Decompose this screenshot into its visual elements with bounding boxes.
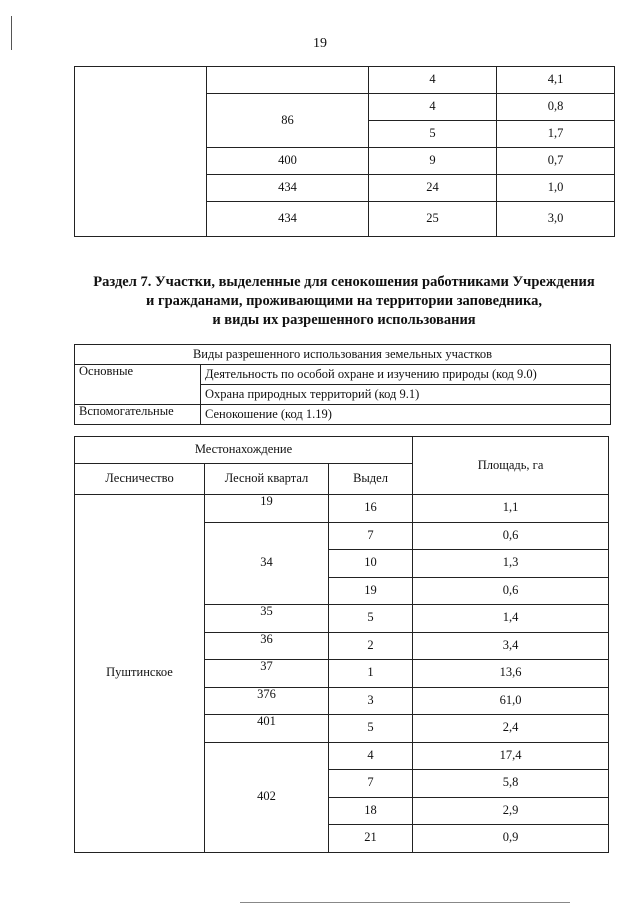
vydel-cell: 3 bbox=[329, 687, 413, 715]
kvartal-header: Лесной квартал bbox=[205, 464, 329, 495]
vydel-cell: 7 bbox=[329, 770, 413, 798]
vydel-cell: 19 bbox=[329, 577, 413, 605]
vydel-cell: 4 bbox=[329, 742, 413, 770]
vydel-cell: 9 bbox=[369, 148, 497, 175]
area-cell: 3,0 bbox=[497, 202, 615, 237]
kvartal-cell: 402 bbox=[205, 742, 329, 852]
vydel-cell: 7 bbox=[329, 522, 413, 550]
table-row bbox=[75, 67, 615, 94]
kvartal-cell: 376 bbox=[205, 687, 329, 715]
vydel-cell: 18 bbox=[329, 797, 413, 825]
table-row bbox=[75, 495, 609, 523]
lesnichestvo-cell: Пуштинское bbox=[75, 495, 205, 853]
aux-use-item: Сенокошение (код 1.19) bbox=[201, 405, 611, 425]
area-cell: 1,7 bbox=[497, 121, 615, 148]
section-heading-line: и гражданами, проживающими на территории заповедника, bbox=[146, 293, 542, 309]
table-row bbox=[75, 405, 611, 425]
area-cell: 1,0 bbox=[497, 175, 615, 202]
vydel-cell: 4 bbox=[369, 94, 497, 121]
area-cell: 3,4 bbox=[413, 632, 609, 660]
kvartal-cell: 434 bbox=[207, 202, 369, 237]
header-row bbox=[75, 437, 609, 464]
vydel-cell: 16 bbox=[329, 495, 413, 523]
permitted-uses-table bbox=[74, 344, 611, 425]
uses-header: Виды разрешенного использования земельных участков bbox=[75, 345, 611, 365]
kvartal-cell: 35 bbox=[205, 605, 329, 633]
area-cell: 1,1 bbox=[413, 495, 609, 523]
main-use-item: Охрана природных территорий (код 9.1) bbox=[201, 385, 611, 405]
vydel-cell: 24 bbox=[369, 175, 497, 202]
area-cell: 0,9 bbox=[413, 825, 609, 853]
vydel-header: Выдел bbox=[329, 464, 413, 495]
section-heading-line: Раздел 7. Участки, выделенные для сенокошения работниками Учреждения bbox=[93, 274, 595, 290]
kvartal-cell: 19 bbox=[205, 495, 329, 523]
kvartal-cell: 34 bbox=[205, 522, 329, 605]
vydel-cell: 5 bbox=[329, 715, 413, 743]
vydel-cell: 25 bbox=[369, 202, 497, 237]
vydel-cell: 1 bbox=[329, 660, 413, 688]
vydel-cell: 5 bbox=[369, 121, 497, 148]
page-bottom-line bbox=[240, 902, 570, 903]
vydel-cell: 2 bbox=[329, 632, 413, 660]
kvartal-cell: 434 bbox=[207, 175, 369, 202]
kvartal-cell: 37 bbox=[205, 660, 329, 688]
main-use-item: Деятельность по особой охране и изучению природы (код 9.0) bbox=[201, 365, 611, 385]
section-heading bbox=[74, 273, 614, 330]
vydel-cell: 10 bbox=[329, 550, 413, 578]
kvartal-cell bbox=[207, 67, 369, 94]
area-cell: 2,4 bbox=[413, 715, 609, 743]
main-uses-label: Основные bbox=[75, 365, 201, 405]
lesnichestvo-cell bbox=[75, 67, 207, 237]
lesnichestvo-header: Лесничество bbox=[75, 464, 205, 495]
vydel-cell: 5 bbox=[329, 605, 413, 633]
aux-uses-label: Вспомогательные bbox=[75, 405, 201, 425]
kvartal-cell: 36 bbox=[205, 632, 329, 660]
area-cell: 1,4 bbox=[413, 605, 609, 633]
table-row bbox=[75, 345, 611, 365]
area-cell: 0,8 bbox=[497, 94, 615, 121]
area-cell: 0,6 bbox=[413, 522, 609, 550]
vydel-cell: 21 bbox=[329, 825, 413, 853]
vydel-cell: 4 bbox=[369, 67, 497, 94]
kvartal-cell: 401 bbox=[205, 715, 329, 743]
area-cell: 1,3 bbox=[413, 550, 609, 578]
kvartal-cell: 400 bbox=[207, 148, 369, 175]
table-row bbox=[75, 365, 611, 385]
kvartal-cell: 86 bbox=[207, 94, 369, 148]
continuation-table bbox=[74, 66, 615, 237]
area-cell: 13,6 bbox=[413, 660, 609, 688]
area-cell: 61,0 bbox=[413, 687, 609, 715]
area-cell: 5,8 bbox=[413, 770, 609, 798]
location-header: Местонахождение bbox=[75, 437, 413, 464]
section-heading-line: и виды их разрешенного использования bbox=[212, 312, 476, 328]
area-cell: 17,4 bbox=[413, 742, 609, 770]
area-cell: 4,1 bbox=[497, 67, 615, 94]
area-header: Площадь, га bbox=[413, 437, 609, 495]
page-number: 19 bbox=[313, 36, 327, 51]
location-area-table bbox=[74, 436, 609, 853]
area-cell: 2,9 bbox=[413, 797, 609, 825]
area-cell: 0,6 bbox=[413, 577, 609, 605]
area-cell: 0,7 bbox=[497, 148, 615, 175]
